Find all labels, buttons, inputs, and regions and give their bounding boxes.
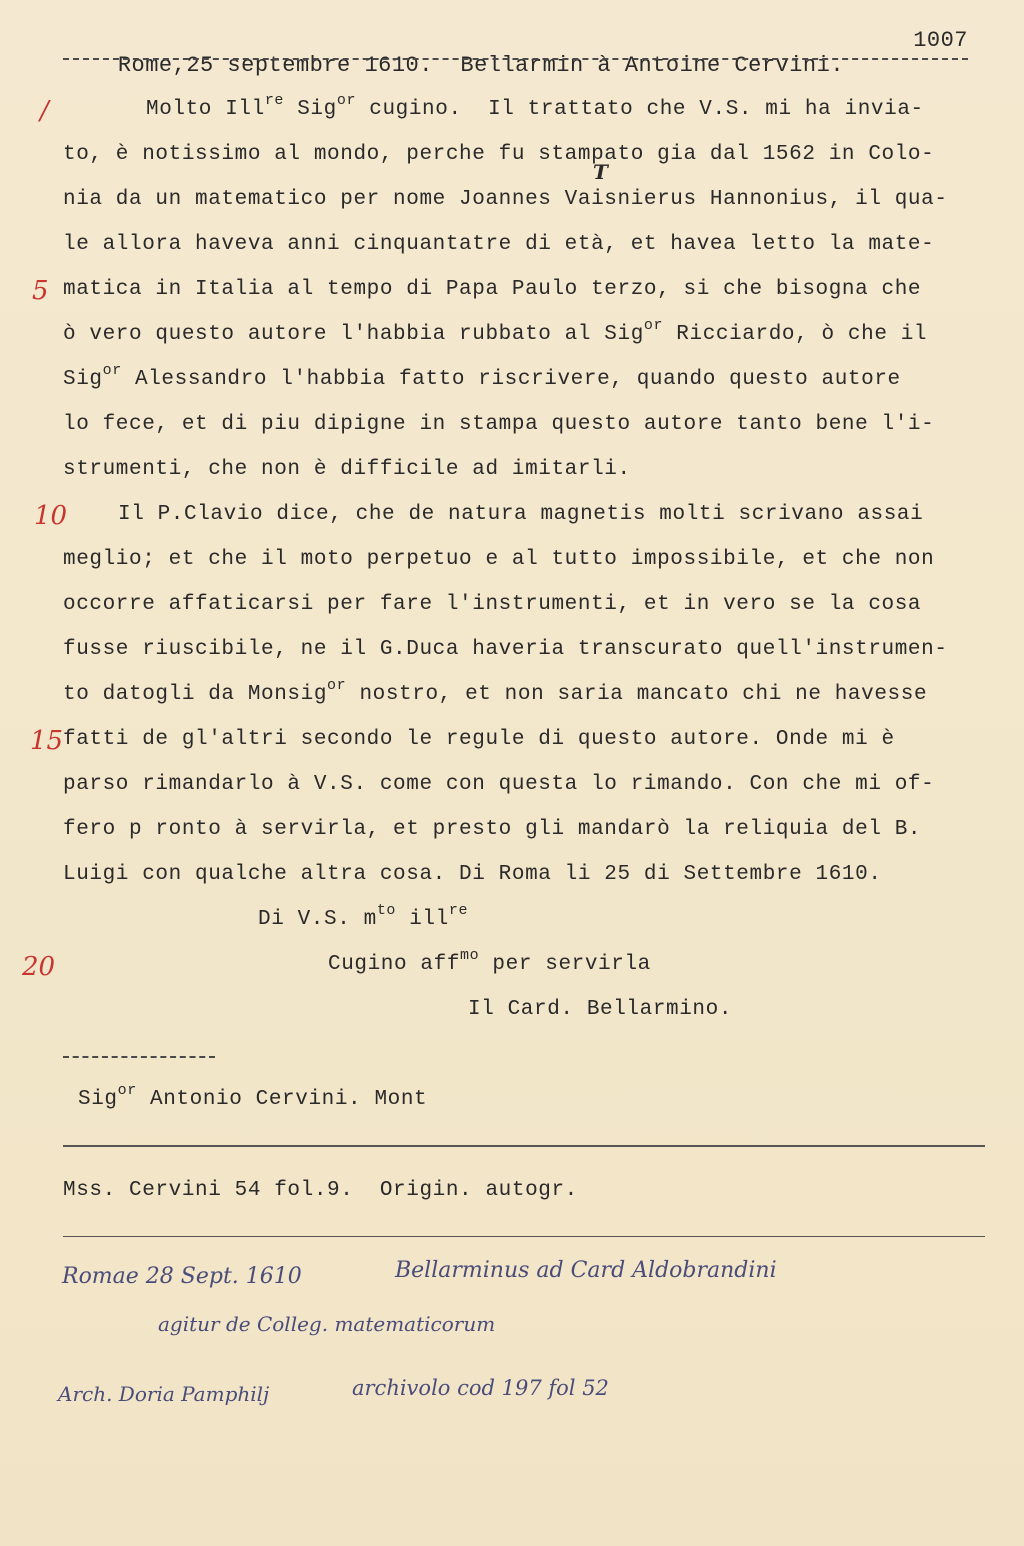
letter-line-14: to datogli da Monsig$^{or}$ nostro, et non saria mancato chi ne havesse: [63, 677, 928, 706]
letter-line-4: le allora haveva anni cinquantatre di età, et havea letto la mate-: [63, 233, 935, 256]
letter-line-2: to, è notissimo al mondo, perche fu stampato gia dal 1562 in Colo-: [63, 143, 935, 166]
letter-line-16: parso rimandarlo à V.S. come con questa lo rimando. Con che mi of-: [63, 773, 935, 796]
handwritten-note-subject: agitur de Colleg. matematicorum: [158, 1312, 496, 1336]
correction-mark: T: [593, 160, 608, 184]
margin-number-5: 5: [32, 276, 49, 306]
letter-line-13: fusse riuscibile, ne il G.Duca haveria transcurato quell'instrumen-: [63, 638, 948, 661]
margin-number-20: 20: [22, 952, 56, 982]
letter-line-15: fatti de gl'altri secondo le regule di questo autore. Onde mi è: [63, 728, 895, 751]
handwritten-note-addressee: Bellarminus ad Card Aldobrandini: [395, 1258, 777, 1283]
handwritten-note-date: Romae 28 Sept. 1610: [62, 1264, 302, 1289]
letter-line-18: Luigi con qualche altra cosa. Di Roma li 25 di Settembre 1610.: [63, 863, 882, 886]
letter-line-10: Il P.Clavio dice, che de natura magnetis molti scrivano assai: [118, 503, 924, 526]
separator-rule-top: [63, 1145, 985, 1147]
signature: Il Card. Bellarmino.: [468, 998, 733, 1021]
closing-line-2: Cugino aff$^{mo}$ per servirla: [328, 947, 651, 976]
margin-number-1: /: [40, 96, 49, 126]
separator-rule-bottom: [63, 1236, 985, 1237]
letter-line-5: matica in Italia al tempo di Papa Paulo terzo, si che bisogna che: [63, 278, 922, 301]
page-number: 1007: [913, 28, 968, 53]
letter-line-11: meglio; et che il moto perpetuo e al tutto impossibile, et che non: [63, 548, 935, 571]
closing-line-1: Di V.S. $m^{to}$ ill$^{re}$: [258, 902, 469, 931]
handwritten-note-archive: Arch. Doria Pamphilj: [58, 1382, 270, 1406]
letter-line-1: Molto Ill$^{re}$ Sig$^{or}$ cugino. Il trattato che V.S. mi ha invia-: [146, 92, 924, 121]
handwritten-note-folio: archivolo cod 197 fol 52: [352, 1376, 609, 1400]
header-place-date: Rome,25 septembre 1610.: [117, 53, 433, 78]
letter-line-9: strumenti, che non è difficile ad imitarli.: [63, 458, 631, 481]
margin-number-10: 10: [34, 501, 68, 531]
margin-number-15: 15: [30, 726, 64, 756]
letter-line-8: lo fece, et di piu dipigne in stampa questo autore tanto bene l'i-: [63, 413, 935, 436]
letter-line-3: nia da un matematico per nome Joannes Vaisnierus Hannonius, il qua-: [63, 188, 948, 211]
header-title: Bellarmin à Antoine Cervini.: [460, 53, 845, 78]
short-dashed-rule: [63, 1056, 215, 1058]
letter-line-12: occorre affaticarsi per fare l'instrumenti, et in vero se la cosa: [63, 593, 922, 616]
source-line: Mss. Cervini 54 fol.9. Origin. autogr.: [63, 1179, 578, 1202]
letter-line-6: ò vero questo autore l'habbia rubbato al Sig$^{or}$ Ricciardo, ò che il: [63, 317, 928, 346]
address-line: Sig$^{or}$ Antonio Cervini. Mont: [78, 1082, 428, 1111]
letter-line-7: Sig$^{or}$ Alessandro l'habbia fatto riscrivere, quando questo autore: [63, 362, 901, 391]
header-dashed-rule: [63, 58, 968, 60]
letter-line-17: fero p ronto à servirla, et presto gli mandarò la reliquia del B.: [63, 818, 922, 841]
